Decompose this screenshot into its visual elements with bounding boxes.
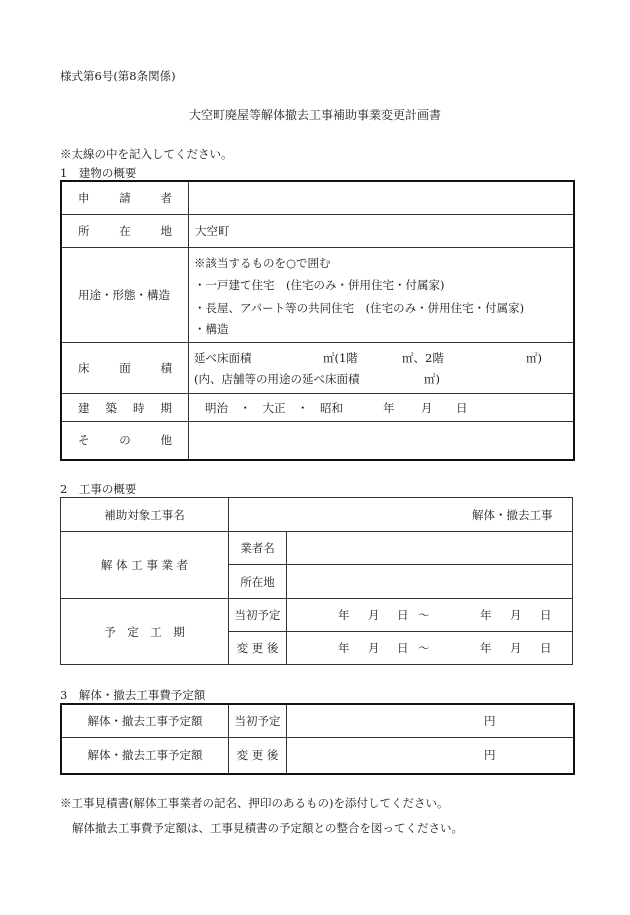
period-initial-start-day: 日	[397, 608, 409, 622]
contractor-name-field[interactable]	[292, 532, 568, 564]
period-initial-end-year: 年	[480, 608, 492, 622]
project-name-label: 補助対象工事名	[104, 507, 185, 522]
location-label: 所 在 地	[78, 224, 172, 238]
period-initial-tilde: ～	[418, 608, 430, 622]
era-month: 月	[421, 400, 433, 415]
period-changed-start-day: 日	[397, 641, 409, 655]
note-consistency: 解体撤去工事費予定額は、工事見積書の予定額との整合を図ってください。	[72, 821, 463, 835]
era-options[interactable]: 明治 ・ 大正 ・ 昭和	[205, 400, 343, 415]
usage-option-structure[interactable]: ・構造	[194, 322, 229, 336]
contractor-address-field[interactable]	[292, 565, 568, 598]
shop-floor-area-label: (内、店舗等の用途の延べ床面積	[194, 372, 360, 386]
instruction-text: ※太線の中を記入してください。	[60, 147, 233, 161]
form-number: 様式第6号(第8条関係)	[60, 69, 176, 83]
floor-area-label: 床 面 積	[78, 361, 172, 375]
period-changed-end-day: 日	[540, 641, 552, 655]
era-year: 年	[383, 400, 395, 415]
cost-initial-unit: 円	[484, 714, 496, 728]
contractor-name-label: 業者名	[240, 541, 275, 555]
period-label: 予 定 工 期	[104, 624, 185, 639]
other-label: そ の 他	[78, 432, 172, 447]
section3-heading: 3 解体・撤去工事費予定額	[60, 688, 206, 702]
applicant-field[interactable]	[194, 182, 564, 214]
period-changed-end-month: 月	[510, 641, 522, 655]
floor-area-unit-close: ㎡)	[526, 351, 542, 365]
section1-heading: 1 建物の概要	[60, 166, 137, 180]
period-changed-tilde: ～	[418, 641, 430, 655]
total-floor-area-label: 延べ床面積	[194, 351, 252, 365]
cost-changed-unit: 円	[484, 748, 496, 762]
section2-heading: 2 工事の概要	[60, 482, 137, 496]
period-initial-label: 当初予定	[234, 608, 281, 622]
usage-option-detached[interactable]: ・一戸建て住宅 (住宅のみ・併用住宅・付属家)	[194, 278, 445, 292]
period-changed-label: 変 更 後	[236, 641, 279, 655]
applicant-label: 申 請 者	[78, 191, 172, 205]
cost-changed-row-label: 解体・撤去工事予定額	[87, 748, 203, 762]
period-changed-end-year: 年	[480, 641, 492, 655]
first-floor-area-label: ㎡(1階	[323, 351, 358, 365]
cost-changed-label: 変 更 後	[236, 748, 279, 762]
usage-note: ※該当するものを○で囲む	[194, 256, 331, 270]
contractor-label: 解 体 工 事 業 者	[100, 558, 189, 572]
cost-initial-row-label: 解体・撤去工事予定額	[87, 714, 203, 728]
period-initial-start-month: 月	[368, 608, 380, 622]
usage-label: 用途・形態・構造	[78, 288, 170, 302]
contractor-address-label: 所在地	[240, 574, 275, 589]
second-floor-area-label: ㎡、2階	[402, 351, 444, 365]
construction-era-label: 建 築 時 期	[78, 400, 172, 415]
period-initial-end-month: 月	[510, 608, 522, 622]
other-field[interactable]	[194, 422, 564, 457]
period-initial-start-year: 年	[338, 608, 350, 622]
era-day: 日	[456, 400, 468, 415]
page-title: 大空町廃屋等解体撤去工事補助事業変更計画書	[188, 108, 441, 122]
shop-floor-area-unit: ㎡)	[424, 372, 440, 386]
location-field[interactable]: 大空町	[195, 224, 230, 238]
period-initial-end-day: 日	[540, 608, 552, 622]
project-name-value[interactable]: 解体・撤去工事	[472, 507, 553, 522]
period-changed-start-month: 月	[368, 641, 380, 655]
usage-option-apartment[interactable]: ・長屋、アパート等の共同住宅 (住宅のみ・併用住宅・付属家)	[194, 301, 525, 315]
period-changed-start-year: 年	[338, 641, 350, 655]
note-estimate: ※工事見積書(解体工事業者の記名、押印のあるもの)を添付してください。	[60, 796, 449, 810]
cost-initial-label: 当初予定	[234, 714, 281, 728]
